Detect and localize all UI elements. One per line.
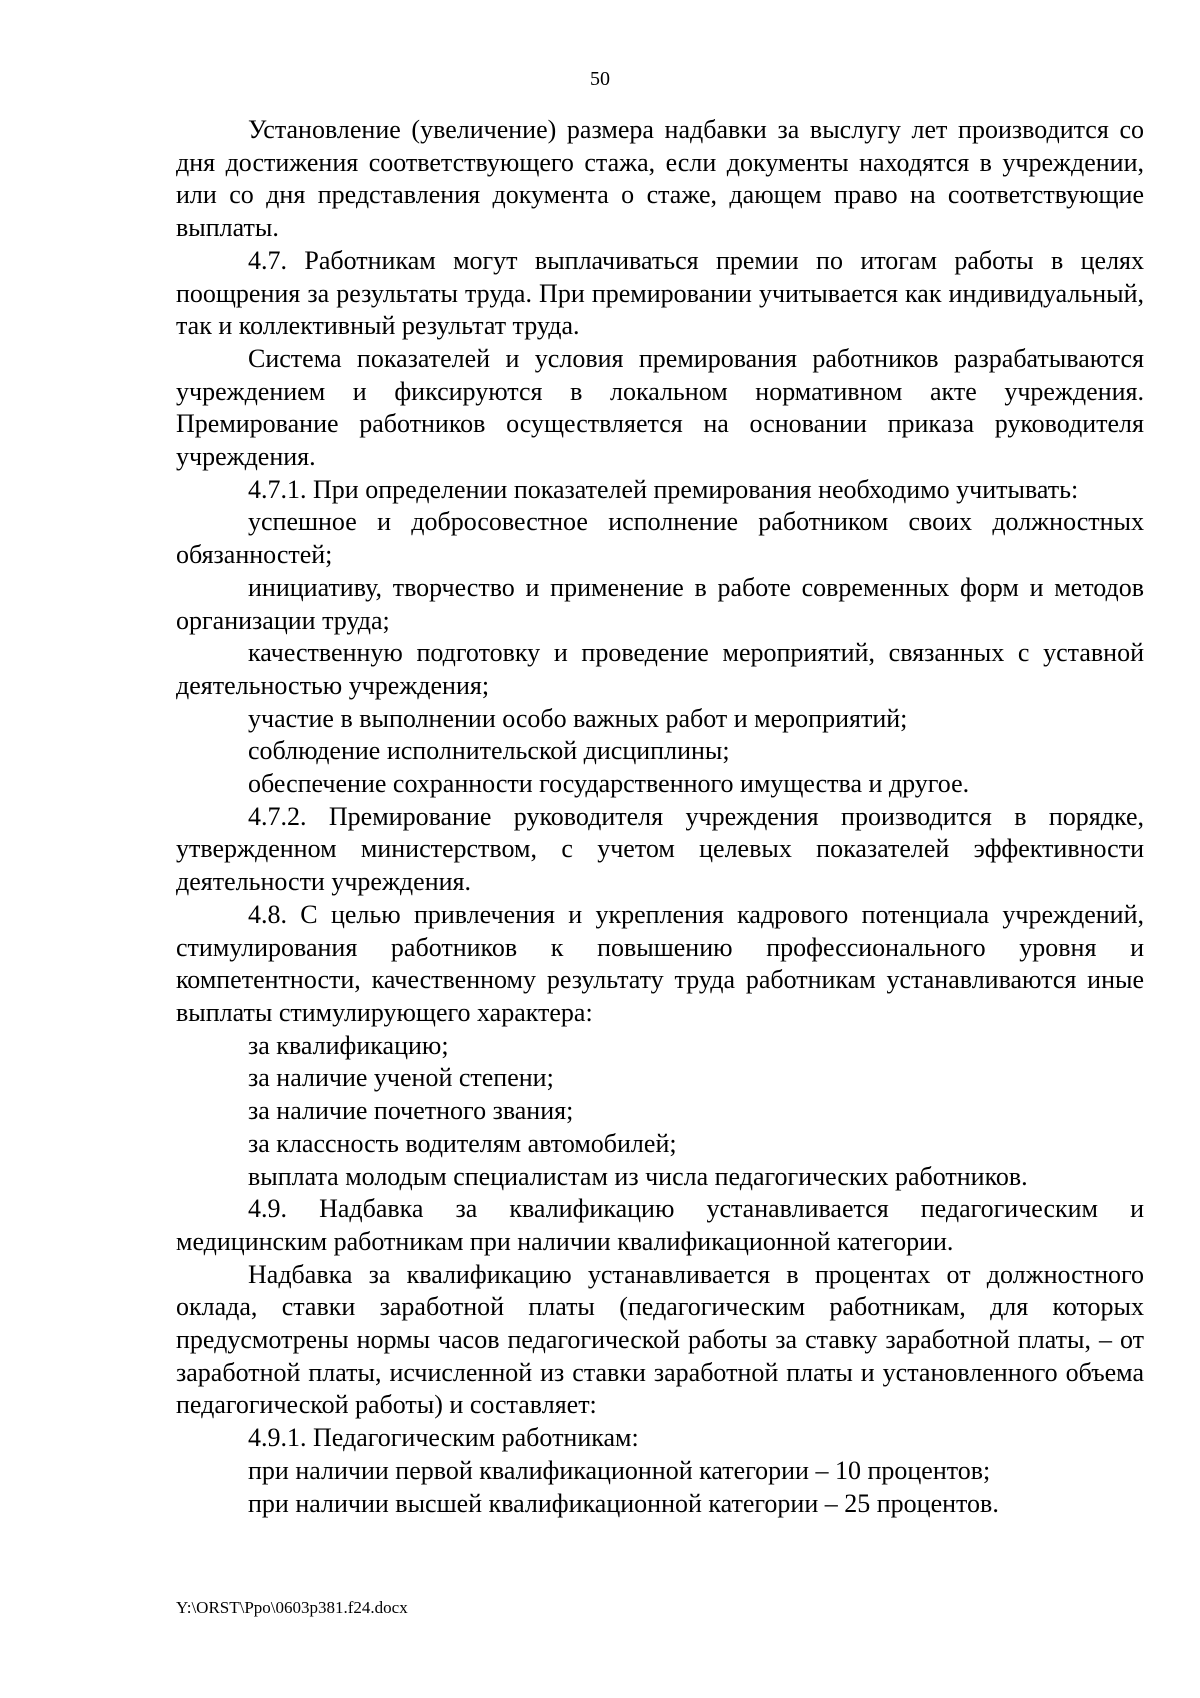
- list-item-events: качественную подготовку и проведение мероприятий, связанных с уставной деятельностью учреждения;: [176, 638, 1144, 700]
- list-item-initiative: инициативу, творчество и применение в работе современных форм и методов организации труда;: [176, 572, 1144, 635]
- list-item-discipline: соблюдение исполнительской дисциплины;: [248, 736, 730, 766]
- footer-file-path: Y:\ORST\Ppo\0603p381.f24.docx: [176, 1598, 408, 1617]
- list-item-duties: успешное и добросовестное исполнение работником своих должностных обязанностей;: [176, 507, 1144, 570]
- paragraph-4-9: 4.9. Надбавка за квалификацию устанавливается педагогическим и медицинским работникам при наличии квалификационной категории.: [176, 1194, 1144, 1256]
- paragraph-4-7-2: 4.7.2. Премирование руководителя учреждения производится в порядке, утвержденном министерством, с учетом целевых показателей эффективности деятельности учреждения.: [176, 801, 1144, 897]
- list-item-first-category: при наличии первой квалификационной категории – 10 процентов;: [248, 1455, 991, 1485]
- document-body: [176, 114, 1144, 1520]
- list-item-qualification: за квалификацию;: [248, 1030, 449, 1060]
- list-item-highest-category: при наличии высшей квалификационной категории – 25 процентов.: [248, 1488, 999, 1518]
- page-number: 50: [590, 68, 610, 90]
- list-item-important-work: участие в выполнении особо важных работ и мероприятий;: [248, 703, 908, 733]
- paragraph-4-9-1: 4.9.1. Педагогическим работникам:: [248, 1423, 639, 1453]
- list-item-property: обеспечение сохранности государственного имущества и другое.: [248, 769, 970, 799]
- paragraph-4-7: 4.7. Работникам могут выплачиваться премии по итогам работы в целях поощрения за результаты труда. При премировании учитывается как индивидуальный, так и коллективный результат труда.: [176, 245, 1144, 341]
- paragraph-qualification-percent: Надбавка за квалификацию устанавливается в процентах от должностного оклада, ставки заработной платы (педагогическим работникам, для которых предусмотрены нормы часов педагогической работы за ставку заработной платы, – от заработной платы, исчисленной из ставки заработной платы и установленного объема педагогической работы) и составляет:: [176, 1259, 1144, 1420]
- list-item-young-specialists: выплата молодым специалистам из числа педагогических работников.: [248, 1161, 1028, 1191]
- list-item-honorary-title: за наличие почетного звания;: [248, 1096, 574, 1126]
- paragraph-indicators-system: Система показателей и условия премирования работников разрабатываются учреждением и фиксируются в локальном нормативном акте учреждения. Премирование работников осуществляется на основании приказа руководителя учреждения.: [176, 343, 1144, 472]
- paragraph-4-8: 4.8. С целью привлечения и укрепления кадрового потенциала учреждений, стимулирования работников к повышению профессионального уровня и компетентности, качественному результату труда работникам устанавливаются иные выплаты стимулирующего характера:: [176, 899, 1144, 1027]
- paragraph-service-bonus-start: Установление (увеличение) размера надбавки за выслугу лет производится со дня достижения соответствующего стажа, если документы находятся в учреждении, или со дня представления документа о стаже, дающем право на соответствующие выплаты.: [176, 115, 1144, 243]
- paragraph-4-7-1: 4.7.1. При определении показателей премирования необходимо учитывать:: [248, 474, 1079, 504]
- list-item-degree: за наличие ученой степени;: [248, 1063, 554, 1093]
- list-item-driver-class: за классность водителям автомобилей;: [248, 1128, 677, 1158]
